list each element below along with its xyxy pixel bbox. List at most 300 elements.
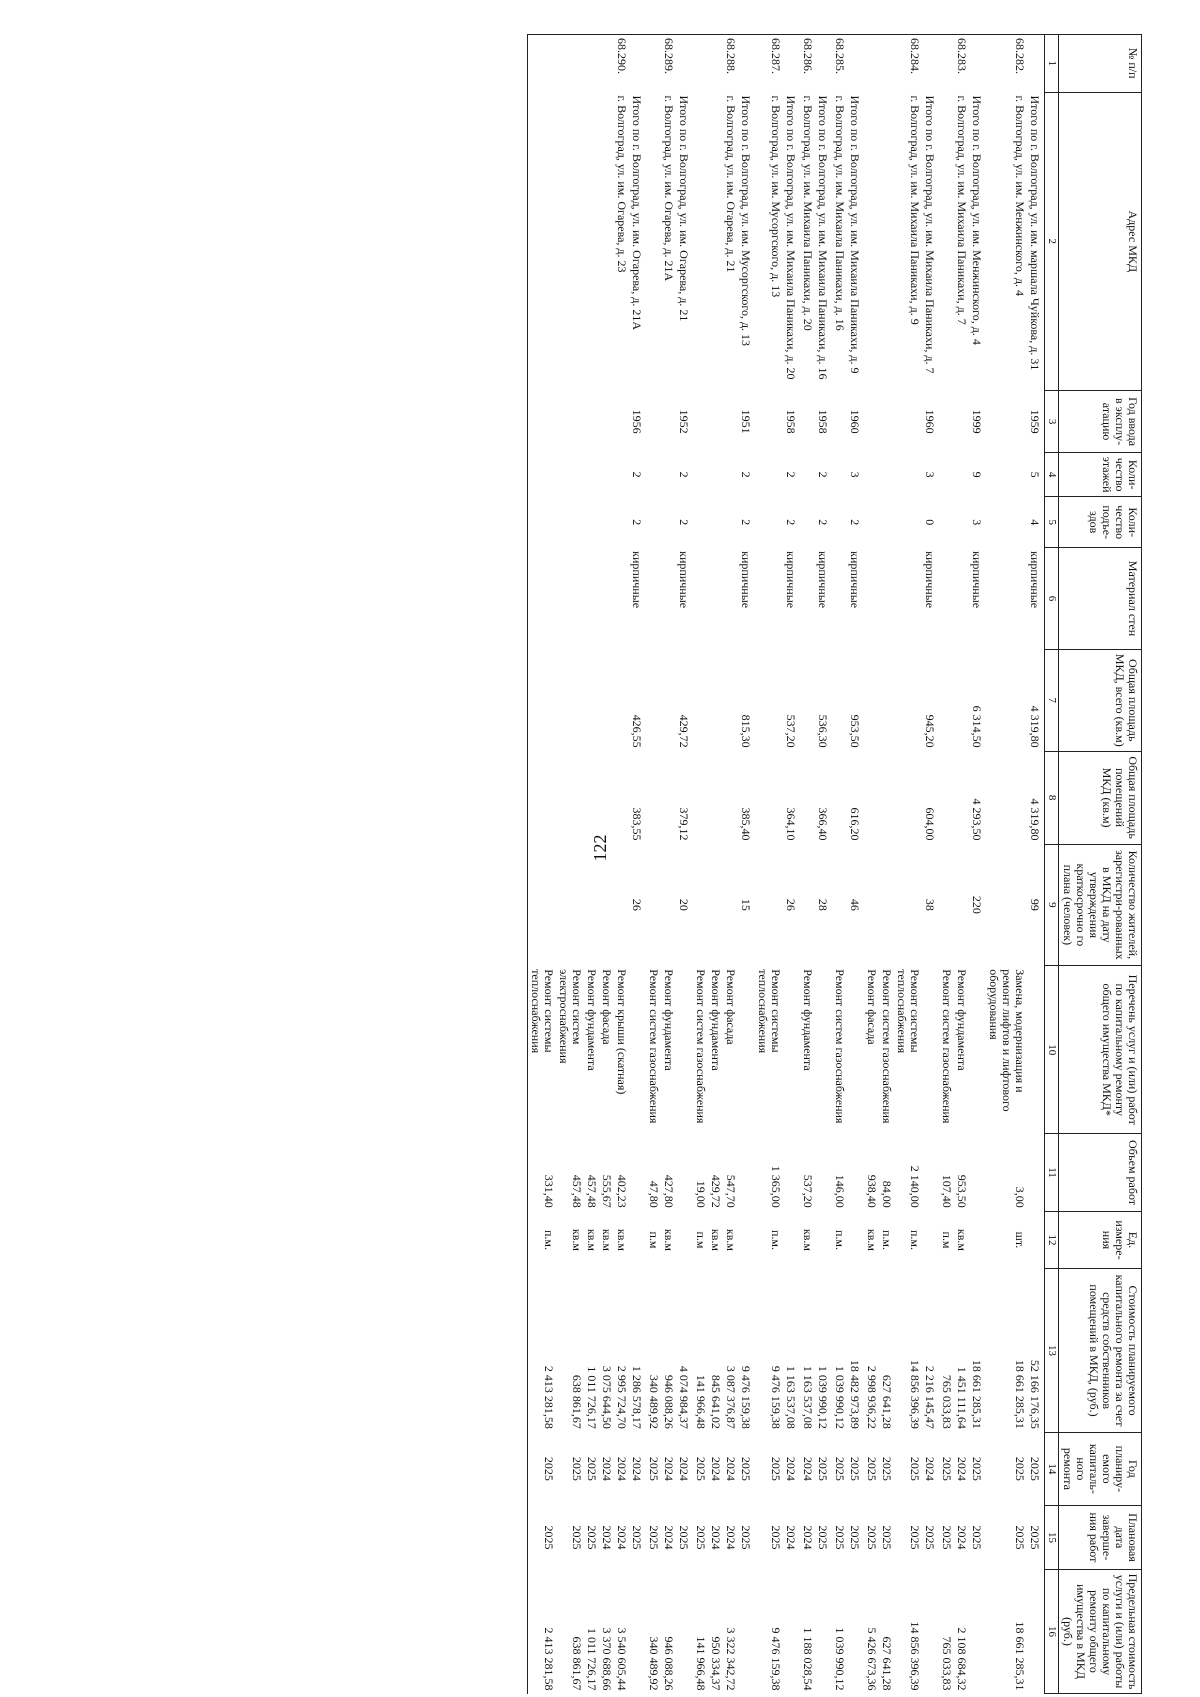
- cell-col-13: 18 482 973,89: [848, 1359, 862, 1429]
- cell-col-14: 2025: [908, 1456, 922, 1481]
- cell-col-11: 555,67: [600, 1174, 614, 1208]
- cell-col-11: 938,40: [865, 1174, 879, 1208]
- cell-col-16: 2 413 281,58: [528, 1570, 557, 1694]
- cell-col-3: [879, 391, 894, 453]
- cell-col-13: 946 088,26: [662, 1374, 676, 1429]
- cell-col-7: [894, 649, 922, 751]
- cell-col-4: [646, 453, 661, 497]
- cell-col-16: 946 088,26: [662, 1636, 676, 1691]
- cell-col-6: кирпичные: [784, 551, 798, 609]
- cell-col-9: [755, 844, 783, 966]
- cell-col-10: Ремонт систем газоснабжения: [940, 969, 954, 1124]
- cell-col-10: Ремонт фасада: [865, 969, 879, 1045]
- table-row: [832, 35, 847, 1694]
- cell-col-15: 2025: [694, 1525, 708, 1550]
- cell-col-15: 2025: [570, 1525, 584, 1550]
- cell-col-13: 3 087 376,87: [724, 1365, 738, 1429]
- cell-col-5: 2: [677, 519, 691, 526]
- cell-col-16: 638 861,67: [570, 1636, 584, 1691]
- cell-col-2: [556, 92, 584, 391]
- cell-col-12: [738, 1211, 755, 1269]
- cell-col-6: [939, 548, 954, 650]
- cell-col-4: 2: [816, 471, 830, 478]
- column-number-row: [1045, 35, 1059, 1694]
- cell-col-7: [661, 649, 676, 751]
- column-header-5: Коли-чество подъе-здов: [1059, 497, 1142, 548]
- cell-col-11: 537,20: [801, 1174, 815, 1208]
- cell-col-6: [599, 548, 614, 650]
- cell-col-3: [986, 391, 1027, 453]
- cell-col-16: 1 039 990,12: [833, 1627, 847, 1691]
- cell-col-6: [584, 548, 599, 650]
- cell-col-5: [528, 497, 557, 548]
- cell-col-15: 2025: [739, 1525, 753, 1550]
- cell-col-7: [646, 649, 661, 751]
- column-header-2: Адрес МКД: [1059, 92, 1142, 391]
- cell-col-10: Ремонт систем газоснабжения: [647, 969, 661, 1124]
- cell-col-16: 950 334,37: [709, 1636, 723, 1691]
- cell-col-4: [693, 453, 708, 497]
- cell-col-9: [708, 844, 723, 966]
- cell-col-10: Замена, модернизация и ремонт лифтов и лифтового оборудования: [987, 969, 1027, 1112]
- cell-col-15: 2025: [865, 1525, 879, 1550]
- cell-col-9: [556, 844, 584, 966]
- total-row: [783, 35, 800, 1694]
- cell-col-3: [894, 391, 922, 453]
- cell-col-7: [584, 649, 599, 751]
- cell-col-11: [676, 1134, 693, 1211]
- cell-col-10: Ремонт системы теплоснабжения: [528, 966, 557, 1134]
- cell-col-4: 2: [784, 471, 798, 478]
- cell-col-11: 3,00: [1013, 1186, 1027, 1208]
- cell-col-16: 627 641,28: [880, 1636, 894, 1691]
- cell-col-14: 2025: [865, 1456, 879, 1481]
- cell-col-9: 15: [739, 898, 753, 911]
- cell-col-12: п.м.: [528, 1211, 557, 1269]
- cell-col-10: Ремонт фасада: [724, 969, 738, 1045]
- cell-col-16: 14 856 396,39: [908, 1621, 922, 1691]
- table-row: [646, 35, 661, 1694]
- cell-col-14: 2025: [1028, 1456, 1042, 1481]
- cell-col-10: Ремонт систем газоснабжения: [880, 969, 894, 1124]
- cell-col-1: 68.288.: [723, 35, 738, 93]
- cell-col-4: [954, 453, 969, 497]
- table-row: [708, 35, 723, 1694]
- cell-col-7: [986, 649, 1027, 751]
- cell-col-8: 366,40: [816, 807, 830, 841]
- cell-col-4: 5: [1028, 471, 1042, 478]
- table-row: [939, 35, 954, 1694]
- cell-col-5: [800, 497, 815, 548]
- cell-col-8: [708, 751, 723, 844]
- cell-col-3: [661, 391, 676, 453]
- table-row: [755, 35, 783, 1694]
- cell-col-7: [723, 649, 738, 751]
- table-row: [879, 35, 894, 1694]
- cell-col-5: [986, 497, 1027, 548]
- cell-col-16: [969, 1570, 986, 1694]
- cell-col-16: 765 033,83: [940, 1636, 954, 1691]
- cell-col-10: Ремонт фундамента: [585, 969, 599, 1071]
- column-number-10: 10: [1045, 966, 1059, 1134]
- cell-col-11: 427,80: [662, 1174, 676, 1208]
- cell-col-7: [879, 649, 894, 751]
- cell-col-15: 2025: [833, 1525, 847, 1550]
- cell-col-1: [783, 35, 800, 93]
- cell-col-2: г. Волгоград, ул. им. Михаила Паникахи, д. 16: [833, 95, 847, 331]
- cell-col-15: 2025: [647, 1525, 661, 1550]
- cell-col-4: [614, 453, 629, 497]
- cell-col-12: п.м: [694, 1231, 708, 1249]
- cell-col-9: [800, 844, 815, 966]
- cell-col-3: 1958: [816, 409, 830, 434]
- column-header-12: Ед. измере-ния: [1059, 1211, 1142, 1269]
- table-body: [528, 35, 1045, 1694]
- cell-col-6: [755, 548, 783, 650]
- cell-col-15: 2025: [970, 1525, 984, 1550]
- cell-col-6: кирпичные: [739, 551, 753, 609]
- cell-col-1: [599, 35, 614, 93]
- cell-col-8: [939, 751, 954, 844]
- cell-col-10: Ремонт фундамента: [662, 969, 676, 1071]
- cell-col-13: 2 413 281,58: [528, 1269, 557, 1433]
- cell-col-7: 429,72: [677, 714, 691, 748]
- cell-col-4: [599, 453, 614, 497]
- cell-col-2: [939, 92, 954, 391]
- cell-col-5: 2: [848, 519, 862, 526]
- cell-col-6: кирпичные: [677, 551, 691, 609]
- cell-col-9: 99: [1028, 898, 1042, 911]
- cell-col-3: [693, 391, 708, 453]
- cell-col-1: [879, 35, 894, 93]
- cell-col-15: 2025: [848, 1525, 862, 1550]
- cell-col-15: 2025: [528, 1505, 557, 1569]
- cell-col-11: 953,50: [955, 1174, 969, 1208]
- cell-col-8: [879, 751, 894, 844]
- cell-col-13: 14 856 396,39: [908, 1359, 922, 1429]
- cell-col-12: кв.м: [662, 1228, 676, 1251]
- cell-col-15: 2025: [1028, 1525, 1042, 1550]
- cell-col-7: 537,20: [784, 714, 798, 748]
- cell-col-9: [954, 844, 969, 966]
- cell-col-1: [556, 35, 584, 93]
- cell-col-14: 2024: [724, 1456, 738, 1481]
- cell-col-16: 1 188 028,54: [801, 1627, 815, 1691]
- cell-col-12: [1027, 1211, 1045, 1269]
- table-row: [693, 35, 708, 1694]
- cell-col-10: Ремонт фундамента: [955, 969, 969, 1071]
- cell-col-13: 18 661 285,31: [1013, 1359, 1027, 1429]
- cell-col-1: 68.286.: [800, 35, 815, 93]
- cell-col-10: [969, 966, 986, 1134]
- cell-col-9: [939, 844, 954, 966]
- column-header-15: Плановая дата заверше-ния работ: [1059, 1505, 1142, 1569]
- cell-col-3: [723, 391, 738, 453]
- cell-col-1: [629, 35, 646, 93]
- cell-col-2: [864, 92, 879, 391]
- cell-col-16: [783, 1570, 800, 1694]
- column-header-14: Год планиру-емого капиталь-ного ремонта: [1059, 1432, 1142, 1505]
- cell-col-4: [800, 453, 815, 497]
- total-row: [922, 35, 939, 1694]
- cell-col-9: [723, 844, 738, 966]
- cell-col-14: 2025: [647, 1456, 661, 1481]
- cell-col-16: 141 966,48: [694, 1636, 708, 1691]
- cell-col-2: г. Волгоград, ул. им. Менжинского, д. 4: [1013, 95, 1027, 297]
- cell-col-11: [969, 1134, 986, 1211]
- cell-col-12: [969, 1211, 986, 1269]
- cell-col-8: 604,00: [923, 807, 937, 841]
- cell-col-15: 2025: [908, 1525, 922, 1550]
- cell-col-4: [708, 453, 723, 497]
- cell-col-9: 28: [816, 898, 830, 911]
- cell-col-14: 2024: [923, 1456, 937, 1481]
- cell-col-1: 68.283.: [954, 35, 969, 93]
- cell-col-9: [599, 844, 614, 966]
- cell-col-6: кирпичные: [970, 551, 984, 609]
- cell-col-1: 68.284.: [894, 35, 922, 93]
- cell-col-16: 3 540 605,44: [615, 1627, 629, 1691]
- cell-col-9: 46: [848, 898, 862, 911]
- cell-col-1: [676, 35, 693, 93]
- table-row: [584, 35, 599, 1694]
- cell-col-1: [646, 35, 661, 93]
- cell-col-16: [1027, 1570, 1045, 1694]
- cell-col-13: 1 286 578,17: [630, 1365, 644, 1429]
- cell-col-15: 2024: [784, 1525, 798, 1550]
- cell-col-3: 1958: [784, 409, 798, 434]
- cell-col-15: 2024: [724, 1525, 738, 1550]
- cell-col-2: г. Волгоград, ул. им. Михаила Паникахи, д. 20: [801, 95, 815, 331]
- cell-col-5: 2: [739, 519, 753, 526]
- cell-col-15: 2025: [769, 1525, 783, 1550]
- cell-col-15: 2025: [1013, 1525, 1027, 1550]
- cell-col-6: [528, 548, 557, 650]
- cell-col-5: [723, 497, 738, 548]
- cell-col-16: [847, 1570, 864, 1694]
- cell-col-3: [584, 391, 599, 453]
- cell-col-3: [864, 391, 879, 453]
- cell-col-13: 2 995 724,70: [615, 1365, 629, 1429]
- cell-col-16: [738, 1570, 755, 1694]
- cell-col-9: 26: [784, 898, 798, 911]
- cell-col-2: г. Волгоград, ул. им. Мусоргского, д. 13: [769, 95, 783, 298]
- cell-col-11: [815, 1134, 832, 1211]
- column-number-5: 5: [1045, 497, 1059, 548]
- cell-col-16: [629, 1570, 646, 1694]
- cell-col-5: [646, 497, 661, 548]
- cell-col-1: [939, 35, 954, 93]
- cell-col-14: 2024: [784, 1456, 798, 1481]
- table-row: [614, 35, 629, 1694]
- cell-col-1: [584, 35, 599, 93]
- cell-col-5: 2: [784, 519, 798, 526]
- cell-col-9: 26: [630, 898, 644, 911]
- cell-col-4: [584, 453, 599, 497]
- cell-col-1: [922, 35, 939, 93]
- cell-col-10: Ремонт фундамента: [801, 969, 815, 1071]
- cell-col-13: 2 216 145,47: [923, 1365, 937, 1429]
- cell-col-8: [528, 751, 557, 844]
- cell-col-1: [815, 35, 832, 93]
- cell-col-5: [894, 497, 922, 548]
- total-row: [969, 35, 986, 1694]
- cell-col-14: 2024: [955, 1456, 969, 1481]
- column-number-14: 14: [1045, 1432, 1059, 1505]
- cell-col-7: [939, 649, 954, 751]
- cell-col-11: 146,00: [833, 1174, 847, 1208]
- cell-col-11: [629, 1134, 646, 1211]
- column-number-1: 1: [1045, 35, 1059, 93]
- table-row: [556, 35, 584, 1694]
- cell-col-9: [528, 844, 557, 966]
- column-header-16: Предельная стоимость услуги и (или) работы по капитальному ремонту общего имущества в МКД (руб.): [1059, 1570, 1142, 1694]
- cell-col-15: 2024: [955, 1525, 969, 1550]
- cell-col-3: 1951: [739, 409, 753, 434]
- cell-col-7: [556, 649, 584, 751]
- cell-col-5: [864, 497, 879, 548]
- cell-col-4: 9: [970, 471, 984, 478]
- column-number-3: 3: [1045, 391, 1059, 453]
- cell-col-14: 2025: [739, 1456, 753, 1481]
- cell-col-3: [646, 391, 661, 453]
- cell-col-4: [939, 453, 954, 497]
- cell-col-4: [556, 453, 584, 497]
- table-row: [800, 35, 815, 1694]
- cell-col-13: 52 166 176,35: [1028, 1359, 1042, 1429]
- cell-col-13: 141 966,48: [694, 1374, 708, 1429]
- cell-col-2: Итого по г. Волгоград, ул. им. Михаила Паникахи, д. 9: [848, 95, 862, 374]
- page-number: 122: [590, 834, 610, 862]
- cell-col-11: 457,48: [570, 1174, 584, 1208]
- column-number-9: 9: [1045, 844, 1059, 966]
- cell-col-12: [922, 1211, 939, 1269]
- cell-col-10: Ремонт систем газоснабжения: [694, 969, 708, 1124]
- cell-col-2: г. Волгоград, ул. им. Огарева, д. 23: [615, 95, 629, 273]
- column-number-8: 8: [1045, 751, 1059, 844]
- cell-col-8: [556, 751, 584, 844]
- cell-col-13: 638 861,67: [570, 1374, 584, 1429]
- cell-col-11: 107,40: [940, 1174, 954, 1208]
- cell-col-9: [864, 844, 879, 966]
- cell-col-16: 1 011 726,17: [585, 1627, 599, 1691]
- cell-col-10: [676, 966, 693, 1134]
- cell-col-16: 5 426 673,36: [865, 1627, 879, 1691]
- cell-col-14: 2025: [694, 1456, 708, 1481]
- cell-col-3: 1952: [677, 409, 691, 434]
- cell-col-1: [708, 35, 723, 93]
- cell-col-14: 2024: [801, 1456, 815, 1481]
- capital-repair-table-wrapper: [47, 34, 1142, 1694]
- cell-col-2: Итого по г. Волгоград, ул. им. Михаила Паникахи, д. 7: [923, 95, 937, 374]
- table-row: [986, 35, 1027, 1694]
- cell-col-7: 945,20: [923, 714, 937, 748]
- cell-col-5: [708, 497, 723, 548]
- cell-col-2: Итого по г. Волгоград, ул. им. Менжинского, д. 4: [970, 95, 984, 345]
- cell-col-5: [954, 497, 969, 548]
- cell-col-1: 68.289.: [661, 35, 676, 93]
- cell-col-7: [800, 649, 815, 751]
- header-row: [1059, 35, 1142, 1694]
- cell-col-10: Ремонт систем газоснабжения: [833, 969, 847, 1124]
- cell-col-14: 2024: [662, 1456, 676, 1481]
- cell-col-16: 3 322 342,72: [724, 1627, 738, 1691]
- cell-col-8: [723, 751, 738, 844]
- cell-col-8: 364,10: [784, 807, 798, 841]
- cell-col-7: [708, 649, 723, 751]
- cell-col-7: 536,30: [816, 714, 830, 748]
- cell-col-13: 627 641,28: [880, 1374, 894, 1429]
- cell-col-5: [661, 497, 676, 548]
- cell-col-12: кв.м: [585, 1228, 599, 1251]
- cell-col-7: [599, 649, 614, 751]
- cell-col-10: [629, 966, 646, 1134]
- cell-col-2: [599, 92, 614, 391]
- cell-col-5: [939, 497, 954, 548]
- cell-col-13: 340 489,92: [647, 1374, 661, 1429]
- cell-col-16: 2 108 684,32: [955, 1627, 969, 1691]
- cell-col-5: 3: [970, 519, 984, 526]
- cell-col-14: 2025: [769, 1456, 783, 1481]
- cell-col-10: [847, 966, 864, 1134]
- cell-col-13: 3 075 644,50: [600, 1365, 614, 1429]
- column-header-1: № п/п: [1059, 35, 1142, 93]
- column-number-4: 4: [1045, 453, 1059, 497]
- cell-col-6: кирпичные: [1028, 551, 1042, 609]
- cell-col-7: [693, 649, 708, 751]
- cell-col-4: 2: [630, 471, 644, 478]
- cell-col-13: 1 011 726,17: [585, 1366, 599, 1429]
- cell-col-10: [922, 966, 939, 1134]
- cell-col-12: [676, 1211, 693, 1269]
- cell-col-3: 1960: [848, 409, 862, 434]
- cell-col-6: [954, 548, 969, 650]
- cell-col-5: [755, 497, 783, 548]
- cell-col-9: [646, 844, 661, 966]
- cell-col-7: 426,55: [630, 714, 644, 748]
- cell-col-1: 68.287.: [755, 35, 783, 93]
- cell-col-6: [723, 548, 738, 650]
- cell-col-7: 4 319,80: [1028, 705, 1042, 748]
- cell-col-10: Ремонт системы теплоснабжения: [756, 969, 783, 1054]
- cell-col-8: [864, 751, 879, 844]
- cell-col-15: 2024: [600, 1525, 614, 1550]
- cell-col-14: 2025: [880, 1456, 894, 1481]
- cell-col-10: [815, 966, 832, 1134]
- cell-col-15: 2025: [585, 1525, 599, 1550]
- cell-col-8: [954, 751, 969, 844]
- cell-col-6: [661, 548, 676, 650]
- cell-col-15: 2025: [677, 1525, 691, 1550]
- cell-col-11: [783, 1134, 800, 1211]
- column-header-8: Общая площадь помещений МКД (кв.м): [1059, 751, 1142, 844]
- cell-col-4: [864, 453, 879, 497]
- cell-col-12: кв.м: [615, 1228, 629, 1251]
- cell-col-6: [894, 548, 922, 650]
- capital-repair-table: [527, 34, 1142, 1694]
- column-number-15: 15: [1045, 1505, 1059, 1569]
- cell-col-8: 385,40: [739, 807, 753, 841]
- cell-col-5: [599, 497, 614, 548]
- cell-col-2: [879, 92, 894, 391]
- cell-col-8: 383,55: [630, 807, 644, 841]
- cell-col-2: [693, 92, 708, 391]
- cell-col-14: 2025: [940, 1456, 954, 1481]
- cell-col-12: [783, 1211, 800, 1269]
- cell-col-14: 2025: [570, 1456, 584, 1481]
- cell-col-4: 2: [739, 471, 753, 478]
- cell-col-3: [832, 391, 847, 453]
